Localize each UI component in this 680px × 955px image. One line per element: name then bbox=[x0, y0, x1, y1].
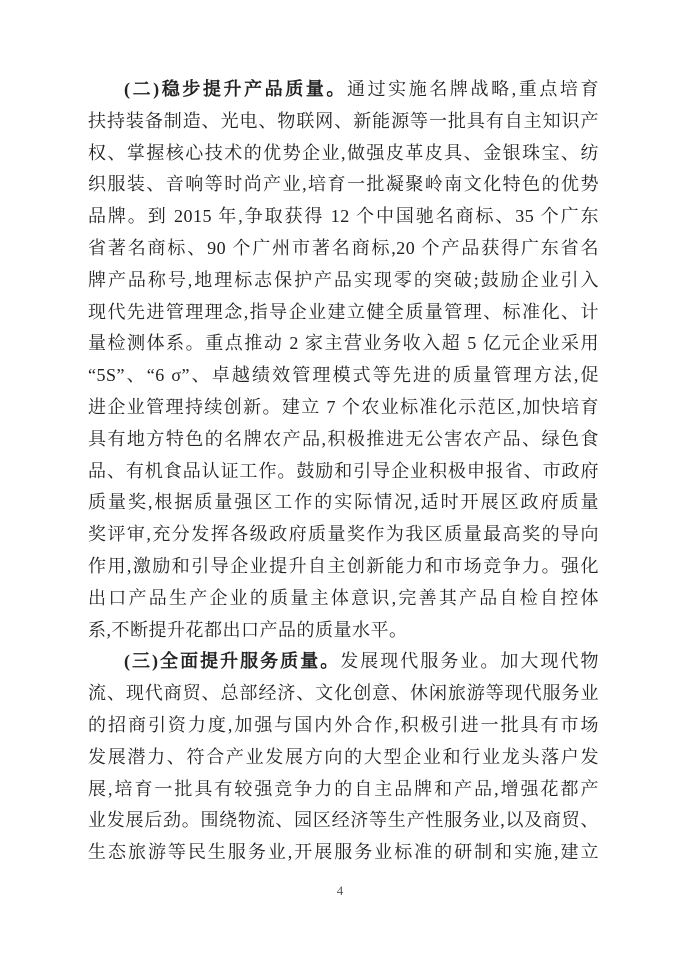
body-text: 质量奖,根据质量强区工作的实际情况,适时开展区政府质量 bbox=[88, 492, 599, 513]
text-line bbox=[88, 138, 599, 170]
body-text: 出口产品生产企业的质量主体意识,完善其产品自检自控体 bbox=[88, 587, 599, 608]
text-line bbox=[88, 424, 599, 456]
body-text: 发展潜力、符合产业发展方向的大型企业和行业龙头落户发 bbox=[88, 746, 599, 767]
body-text: 的招商引资力度,加强与国内外合作,积极引进一批具有市场 bbox=[88, 714, 599, 735]
text-lines bbox=[88, 74, 599, 869]
body-text: 进企业管理持续创新。建立 7 个农业标准化示范区,加快培育 bbox=[88, 396, 599, 417]
body-text: 具有地方特色的名牌农产品,积极推进无公害农产品、绿色食 bbox=[88, 428, 599, 449]
text-line bbox=[88, 551, 599, 583]
text-line bbox=[88, 519, 599, 551]
text-line bbox=[88, 615, 599, 647]
text-line bbox=[88, 678, 599, 710]
text-line bbox=[88, 710, 599, 742]
text-line bbox=[88, 456, 599, 488]
body-text: 流、现代商贸、总部经济、文化创意、休闲旅游等现代服务业 bbox=[88, 683, 599, 704]
body-text: 奖评审,充分发挥各级政府质量奖作为我区质量最高奖的导向 bbox=[88, 524, 599, 545]
text-line bbox=[88, 74, 599, 106]
text-line bbox=[88, 297, 599, 329]
body-text: 牌产品称号,地理标志保护产品实现零的突破;鼓励企业引入 bbox=[88, 269, 599, 290]
body-text: 展,培育一批具有较强竞争力的自主品牌和产品,增强花都产 bbox=[88, 778, 599, 799]
body-text: 扶持装备制造、光电、物联网、新能源等一批具有自主知识产 bbox=[88, 110, 599, 131]
page-number: 4 bbox=[336, 883, 344, 898]
body-text: 生态旅游等民生服务业,开展服务业标准的研制和实施,建立 bbox=[88, 842, 599, 863]
text-line bbox=[88, 328, 599, 360]
body-text: 现代先进管理理念,指导企业建立健全质量管理、标准化、计 bbox=[88, 301, 599, 322]
body-text: 作用,激励和引导企业提升自主创新能力和市场竞争力。强化 bbox=[88, 555, 599, 576]
body-text: 业发展后劲。围绕物流、园区经济等生产性服务业,以及商贸、 bbox=[88, 810, 599, 831]
text-line bbox=[88, 742, 599, 774]
section-heading: (三)全面提升服务质量。 bbox=[124, 651, 341, 672]
text-line bbox=[88, 360, 599, 392]
text-line bbox=[88, 774, 599, 806]
body-text: 通过实施名牌战略,重点培育 bbox=[347, 79, 599, 99]
text-line bbox=[88, 487, 599, 519]
text-line bbox=[88, 583, 599, 615]
body-text: 权、掌握核心技术的优势企业,做强皮革皮具、金银珠宝、纺 bbox=[88, 142, 599, 163]
body-text: 发展现代服务业。加大现代物 bbox=[340, 651, 599, 672]
text-line bbox=[88, 805, 599, 837]
text-line bbox=[88, 646, 599, 678]
body-text: 品、有机食品认证工作。鼓励和引导企业积极申报省、市政府 bbox=[88, 460, 599, 481]
section-heading: (二)稳步提升产品质量。 bbox=[124, 79, 347, 99]
body-text: 织服装、音响等时尚产业,培育一批凝聚岭南文化特色的优势 bbox=[88, 174, 599, 195]
body-text: “5S”、“6 σ”、卓越绩效管理模式等先进的质量管理方法,促 bbox=[88, 365, 599, 386]
body-text: 量检测体系。重点推动 2 家主营业务收入超 5 亿元企业采用 bbox=[88, 333, 599, 354]
text-line bbox=[88, 106, 599, 138]
text-line bbox=[88, 201, 599, 233]
body-text: 系,不断提升花都出口产品的质量水平。 bbox=[88, 619, 408, 640]
text-line bbox=[88, 837, 599, 869]
text-line bbox=[88, 169, 599, 201]
body-text: 省著名商标、90 个广州市著名商标,20 个产品获得广东省名 bbox=[88, 237, 599, 258]
body-text: 品牌。到 2015 年,争取获得 12 个中国驰名商标、35 个广东 bbox=[88, 206, 599, 227]
text-line bbox=[88, 265, 599, 297]
text-line bbox=[88, 233, 599, 265]
text-line bbox=[88, 392, 599, 424]
